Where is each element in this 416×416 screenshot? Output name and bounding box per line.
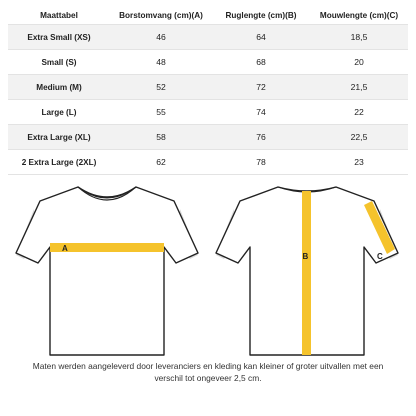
sleeve-length-value: 22,5	[310, 125, 408, 150]
sleeve-length-value: 18,5	[310, 25, 408, 50]
back-length-value: 76	[212, 125, 310, 150]
back-length-value: 68	[212, 50, 310, 75]
table-row	[8, 100, 408, 125]
table-row	[8, 125, 408, 150]
size-label: Extra Small (XS)	[8, 25, 110, 50]
size-label: 2 Extra Large (2XL)	[8, 150, 110, 175]
table-row	[8, 50, 408, 75]
table-header-row	[8, 6, 408, 25]
table-row	[8, 150, 408, 175]
size-label: Small (S)	[8, 50, 110, 75]
size-label: Large (L)	[8, 100, 110, 125]
header-size: Maattabel	[40, 10, 78, 20]
chest-value: 48	[110, 50, 212, 75]
sleeve-length-measure-label: C	[377, 252, 383, 261]
header-back-length: Ruglengte (cm)(B)	[225, 10, 297, 20]
size-label: Extra Large (XL)	[8, 125, 110, 150]
back-length-measure-label: B	[302, 252, 309, 261]
table-row	[8, 25, 408, 50]
sleeve-length-value: 20	[310, 50, 408, 75]
size-label: Medium (M)	[8, 75, 110, 100]
shirt-front-outline	[16, 187, 198, 355]
size-disclaimer: Maten werden aangeleverd door leveranciers en kleding kan kleiner of groter uitvallen met een verschil tot ongeveer 2,5 cm.	[32, 361, 384, 383]
tshirt-front-diagram	[14, 183, 200, 359]
table-row	[8, 75, 408, 100]
back-length-value: 78	[212, 150, 310, 175]
sleeve-length-value: 21,5	[310, 75, 408, 100]
chest-value: 46	[110, 25, 212, 50]
chest-measure-label: A	[62, 244, 68, 253]
back-length-measure-bar	[302, 191, 311, 355]
back-length-value: 72	[212, 75, 310, 100]
back-length-value: 74	[212, 100, 310, 125]
header-sleeve-length: Mouwlengte (cm)(C)	[319, 10, 399, 20]
sleeve-length-value: 23	[310, 150, 408, 175]
tshirt-back-diagram	[214, 183, 400, 359]
back-length-value: 64	[212, 25, 310, 50]
sleeve-length-value: 22	[310, 100, 408, 125]
chest-value: 62	[110, 150, 212, 175]
size-table	[8, 6, 408, 175]
chest-value: 55	[110, 100, 212, 125]
header-chest: Borstomvang (cm)(A)	[119, 10, 203, 20]
chest-value: 52	[110, 75, 212, 100]
chest-value: 58	[110, 125, 212, 150]
